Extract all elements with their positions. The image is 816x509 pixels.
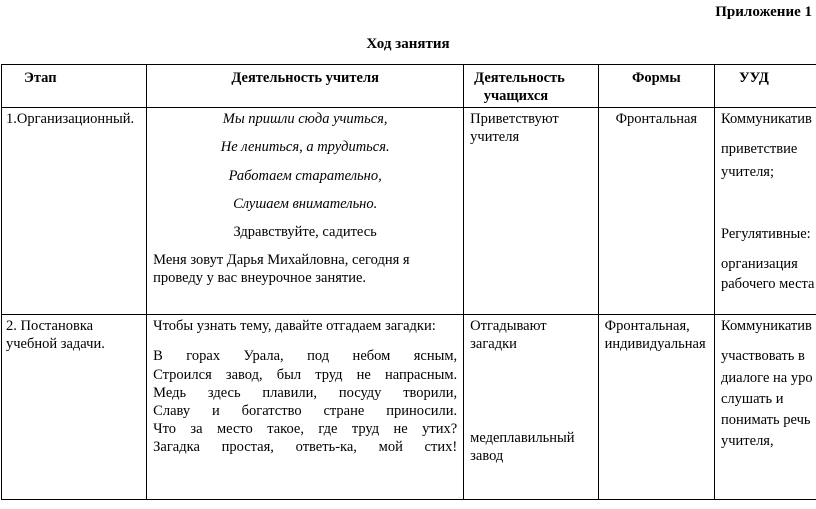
introduction-text: Меня зовут Дарья Михайловна, сегодня я проведу у вас внеурочное занятие.	[153, 251, 410, 286]
students-activity: Отгадывают загадки	[470, 318, 547, 353]
riddle-answer: медеплавильный завод	[470, 429, 575, 464]
uud-line: рабочего места	[721, 275, 815, 292]
riddle-line: Медь здесь плавили, посуду творили,	[153, 384, 458, 401]
table-row	[2, 315, 816, 500]
teacher-cell	[147, 108, 464, 315]
uud-line: диалоге на уро	[721, 369, 813, 386]
uud-line: Коммуникатив	[721, 318, 812, 335]
page-title: Ход занятия	[366, 36, 450, 52]
uud-line: организация	[721, 255, 798, 272]
riddle-line: Загадка простая, ответь-ка, мой стих!	[153, 439, 458, 455]
lesson-table	[1, 64, 816, 500]
uud-line: учителя,	[721, 432, 774, 449]
header-teacher: Деятельность учителя	[147, 65, 464, 108]
uud-line: участвовать в	[721, 348, 805, 365]
header-students: Деятельность учащихся	[464, 65, 598, 108]
uud-line: понимать речь	[721, 411, 811, 428]
table-header-row	[2, 65, 816, 108]
stage-cell: 1.Организационный.	[2, 108, 147, 315]
poem-line: Работаем старательно,	[228, 167, 382, 184]
poem-line: Не лениться, а трудиться.	[220, 139, 390, 156]
uud-line: учителя;	[721, 163, 775, 180]
uud-line: Коммуникатив	[721, 111, 812, 128]
uud-cell	[715, 315, 816, 500]
uud-line: приветствие	[721, 141, 798, 158]
appendix-label: Приложение 1	[715, 4, 812, 20]
uud-line: Регулятивные:	[721, 225, 811, 242]
students-cell: Приветствуют учителя	[464, 108, 598, 315]
uud-line: слушать и	[721, 390, 784, 407]
forms-cell: Фронтальная	[598, 108, 714, 315]
table-row	[2, 108, 816, 315]
poem-line: Мы пришли сюда учиться,	[222, 111, 388, 128]
riddle-line: В горах Урала, под небом ясным,	[153, 348, 458, 365]
greeting-text: Здравствуйте, садитесь	[233, 223, 377, 240]
riddle-line: Славу и богатство стране приносили.	[153, 402, 458, 419]
riddle-text	[153, 347, 457, 456]
riddle-line: Что за место такое, где труд не утих?	[153, 420, 458, 437]
poem-line: Слушаем внимательно.	[233, 195, 378, 212]
riddle-line: Строился завод, был труд не напрасным.	[153, 366, 458, 383]
header-stage: Этап	[2, 65, 147, 108]
header-forms: Формы	[598, 65, 714, 108]
header-uud: УУД	[715, 65, 816, 108]
stage-cell: 2. Постановка учебной задачи.	[2, 315, 147, 500]
students-cell	[464, 315, 598, 500]
forms-cell: Фронтальная, индивидуальная	[598, 315, 714, 500]
uud-cell	[715, 108, 816, 315]
teacher-cell	[147, 315, 464, 500]
riddle-intro: Чтобы узнать тему, давайте отгадаем загадки:	[153, 318, 436, 335]
